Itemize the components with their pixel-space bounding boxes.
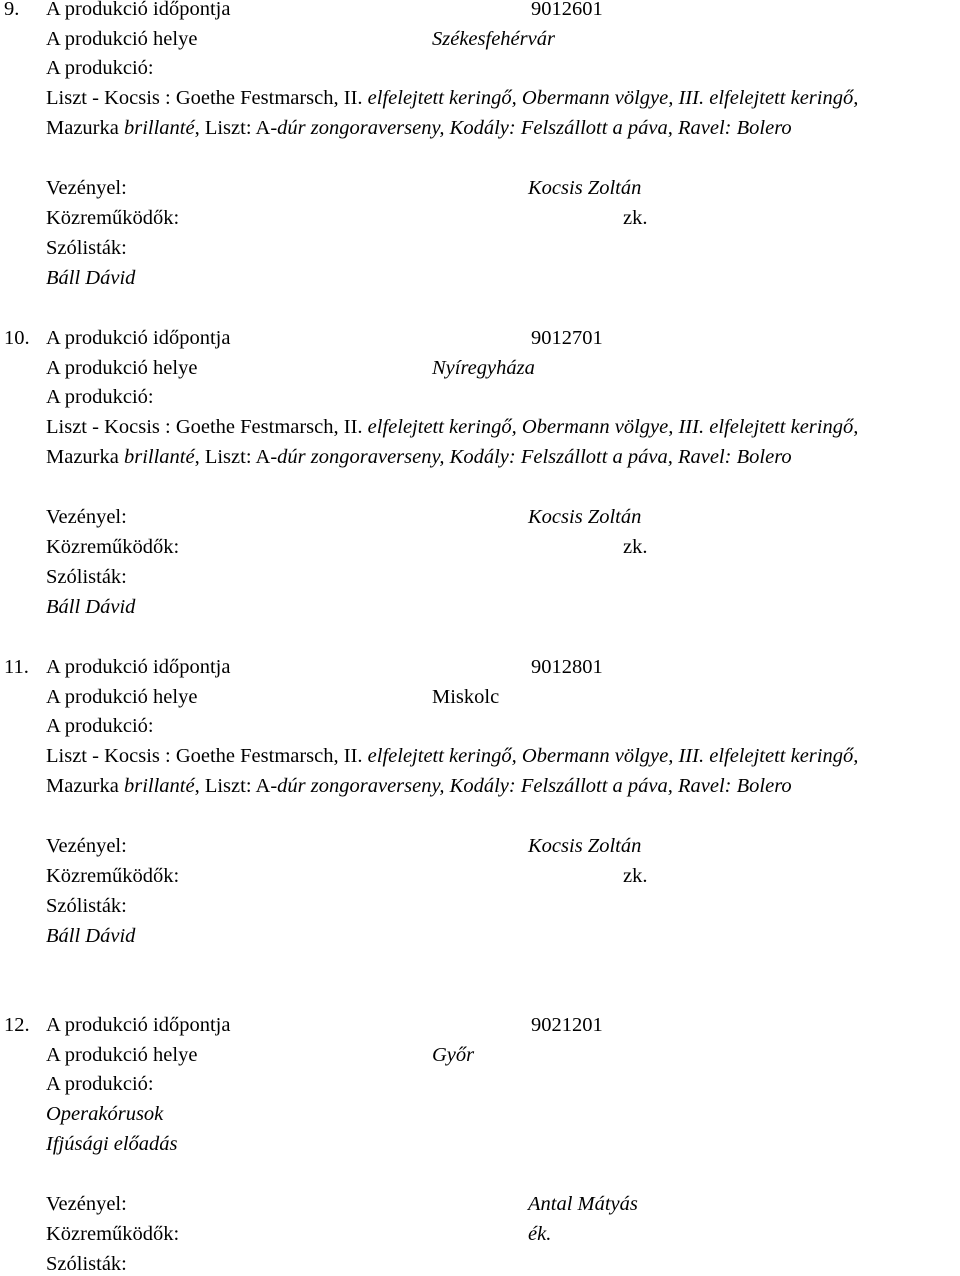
place-value: Miskolc: [432, 686, 500, 708]
program-text-segment: , Liszt: A-: [194, 775, 278, 797]
conductor-value: Antal Mátyás: [528, 1193, 638, 1215]
program-text-segment: dúr zongoraverseny, Kodály: Felszállott a páva, Ravel: Bolero: [277, 446, 792, 468]
soloists-label: Szólisták:: [46, 895, 127, 917]
place-label: A produkció helye: [46, 686, 198, 708]
program-line-1: [46, 86, 858, 110]
soloists-label: Szólisták:: [46, 1253, 127, 1275]
participants-value: zk.: [623, 865, 648, 887]
program-text-segment: Liszt - Kocsis : Goethe Festmarsch, II.: [46, 745, 368, 767]
program-text-segment: Liszt - Kocsis : Goethe Festmarsch, II.: [46, 87, 368, 109]
production-label: A produkció:: [46, 1073, 154, 1095]
participants-value: ék.: [528, 1223, 552, 1245]
program-text-segment: elfelejtett keringő, Obermann völgye, III. elfelejtett keringő,: [367, 87, 859, 109]
program-text-segment: Mazurka: [46, 446, 124, 468]
program-line-2: [46, 774, 792, 798]
place-value: Székesfehérvár: [432, 28, 555, 50]
conductor-label: Vezényel:: [46, 835, 127, 857]
conductor-label: Vezényel:: [46, 506, 127, 528]
program-text-segment: brillanté: [123, 446, 195, 468]
soloist-value: Báll Dávid: [46, 267, 136, 289]
production-code: 9012701: [531, 327, 603, 349]
place-label: A produkció helye: [46, 357, 198, 379]
place-label: A produkció helye: [46, 1044, 198, 1066]
soloist-value: Báll Dávid: [46, 596, 136, 618]
program-line-1: [46, 1102, 163, 1126]
time-label: A produkció időpontja: [46, 656, 231, 678]
conductor-value: Kocsis Zoltán: [528, 835, 642, 857]
entry-number: 11.: [4, 656, 29, 678]
soloists-label: Szólisták:: [46, 237, 127, 259]
place-value: Győr: [432, 1044, 475, 1066]
program-text-segment: brillanté: [123, 117, 195, 139]
program-text-segment: dúr zongoraverseny, Kodály: Felszállott a páva, Ravel: Bolero: [277, 117, 792, 139]
program-text-segment: Mazurka: [46, 775, 124, 797]
entry-number: 12.: [4, 1014, 30, 1036]
soloist-value: Báll Dávid: [46, 925, 136, 947]
program-text-segment: Ifjúsági előadás: [46, 1133, 178, 1155]
program-line-1: [46, 415, 858, 439]
program-text-segment: , Liszt: A-: [194, 117, 278, 139]
time-label: A produkció időpontja: [46, 1014, 231, 1036]
program-text-segment: dúr zongoraverseny, Kodály: Felszállott a páva, Ravel: Bolero: [277, 775, 792, 797]
time-label: A produkció időpontja: [46, 0, 231, 20]
program-text-segment: elfelejtett keringő, Obermann völgye, III. elfelejtett keringő,: [367, 416, 859, 438]
production-code: 9021201: [531, 1014, 603, 1036]
conductor-label: Vezényel:: [46, 177, 127, 199]
production-label: A produkció:: [46, 57, 154, 79]
soloists-label: Szólisták:: [46, 566, 127, 588]
entry-number: 9.: [4, 0, 20, 20]
program-text-segment: brillanté: [123, 775, 195, 797]
time-label: A produkció időpontja: [46, 327, 231, 349]
program-text-segment: Liszt - Kocsis : Goethe Festmarsch, II.: [46, 416, 368, 438]
production-code: 9012801: [531, 656, 603, 678]
production-code: 9012601: [531, 0, 603, 20]
program-line-2: [46, 1132, 178, 1156]
place-label: A produkció helye: [46, 28, 198, 50]
place-value: Nyíregyháza: [432, 357, 535, 379]
participants-label: Közreműködők:: [46, 536, 180, 558]
participants-value: zk.: [623, 536, 648, 558]
program-text-segment: Operakórusok: [46, 1103, 164, 1125]
participants-value: zk.: [623, 207, 648, 229]
conductor-value: Kocsis Zoltán: [528, 506, 642, 528]
entry-number: 10.: [4, 327, 30, 349]
participants-label: Közreműködők:: [46, 1223, 180, 1245]
program-text-segment: , Liszt: A-: [194, 446, 278, 468]
program-text-segment: elfelejtett keringő, Obermann völgye, III. elfelejtett keringő,: [367, 745, 859, 767]
conductor-label: Vezényel:: [46, 1193, 127, 1215]
participants-label: Közreműködők:: [46, 207, 180, 229]
program-text-segment: Mazurka: [46, 117, 124, 139]
program-line-1: [46, 744, 858, 768]
program-line-2: [46, 116, 792, 140]
production-label: A produkció:: [46, 715, 154, 737]
participants-label: Közreműködők:: [46, 865, 180, 887]
conductor-value: Kocsis Zoltán: [528, 177, 642, 199]
program-line-2: [46, 445, 792, 469]
production-label: A produkció:: [46, 386, 154, 408]
